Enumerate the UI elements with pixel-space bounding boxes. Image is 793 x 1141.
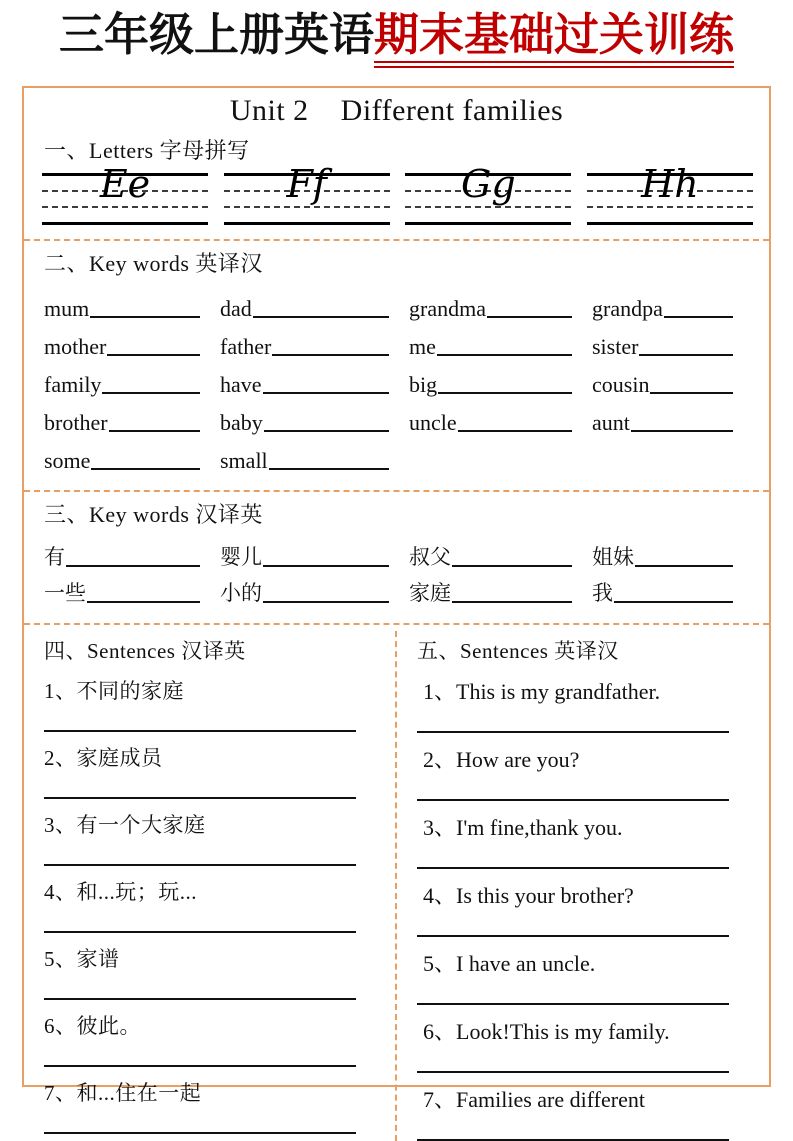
sentence-text: 3、有一个大家庭 (44, 813, 206, 837)
sentence-item (417, 879, 753, 937)
guide-letter-sample: Hh (641, 162, 699, 206)
key-word-cell (44, 436, 220, 474)
key-word-cell (409, 322, 592, 360)
key-word-label: 有 (44, 545, 65, 569)
sentence-item (44, 943, 379, 1000)
four-line-writing-guide (224, 162, 390, 225)
answer-blank (107, 354, 200, 356)
guide-dashed-line (405, 206, 571, 208)
key-word-label: family (44, 372, 102, 397)
answer-line (417, 799, 729, 801)
answer-blank (269, 468, 389, 470)
key-word-cell (44, 322, 220, 360)
section-sentences-en-column (397, 631, 769, 1141)
key-word-label: small (220, 448, 268, 473)
key-word-label: 小的 (220, 581, 262, 605)
answer-blank (91, 468, 200, 470)
sentence-text: 4、和...玩；玩... (44, 880, 197, 904)
section-sentences-en-heading: 五、Sentences 英译汉 (417, 639, 619, 663)
guide-bottom-line (587, 222, 753, 225)
guide-dashed-line (42, 206, 208, 208)
answer-line (417, 867, 729, 869)
key-word-label: baby (220, 410, 263, 435)
sentence-item (417, 947, 753, 1005)
sentence-item (44, 876, 379, 933)
key-word-label: me (409, 334, 436, 359)
key-word-label: 一些 (44, 581, 86, 605)
key-word-cell (220, 571, 409, 607)
answer-line (417, 731, 729, 733)
key-word-label: big (409, 372, 438, 397)
answer-blank (650, 392, 733, 394)
key-word-label: uncle (409, 410, 457, 435)
answer-line (44, 1132, 356, 1134)
key-word-cell (220, 322, 409, 360)
answer-blank (90, 316, 200, 318)
sentence-text: 2、家庭成员 (44, 746, 163, 770)
answer-line (44, 797, 356, 799)
sentence-text: 5、I have an uncle. (423, 951, 596, 976)
key-word-cell (220, 398, 409, 436)
answer-blank (487, 316, 572, 318)
sentence-item (417, 1015, 753, 1073)
key-word-cell (592, 535, 753, 571)
answer-line (44, 864, 356, 866)
sentence-item (44, 1077, 379, 1134)
key-word-cell (44, 284, 220, 322)
key-word-cell (220, 436, 409, 474)
key-word-label: some (44, 448, 91, 473)
key-word-cell (592, 322, 753, 360)
answer-line (417, 935, 729, 937)
key-word-cell (220, 360, 409, 398)
sentence-item (417, 743, 753, 801)
answer-blank (272, 354, 389, 356)
section-divider (24, 490, 769, 492)
answer-blank (263, 601, 389, 603)
sentence-text: 1、不同的家庭 (44, 679, 184, 703)
key-word-label: brother (44, 410, 108, 435)
key-word-cell (44, 571, 220, 607)
four-line-writing-guide (405, 162, 571, 225)
sentences-en-list (417, 675, 753, 1141)
answer-blank (452, 565, 572, 567)
key-word-cell (592, 398, 753, 436)
answer-blank (458, 430, 572, 432)
section-cn-to-en-heading: 三、Key words 汉译英 (44, 502, 263, 527)
guide-letter-sample: Gg (460, 162, 516, 206)
answer-line (44, 1065, 356, 1067)
key-word-cell (44, 398, 220, 436)
answer-blank (102, 392, 200, 394)
key-word-label: 婴儿 (220, 545, 262, 569)
sentence-text: 3、I'm fine,thank you. (423, 815, 623, 840)
answer-blank (263, 392, 389, 394)
answer-blank (614, 601, 733, 603)
key-word-cell (44, 360, 220, 398)
guide-bottom-line (405, 222, 571, 225)
key-word-cell (220, 284, 409, 322)
key-word-label: mum (44, 296, 90, 321)
answer-blank (263, 565, 389, 567)
key-word-label: cousin (592, 372, 650, 397)
sentence-item (417, 811, 753, 869)
sentence-text: 6、Look!This is my family. (423, 1019, 670, 1044)
guide-bottom-line (224, 222, 390, 225)
key-word-cell (220, 535, 409, 571)
section-sentences-cn-heading: 四、Sentences 汉译英 (44, 639, 246, 663)
key-word-cell (592, 360, 753, 398)
section-divider (24, 239, 769, 241)
sentence-item (44, 675, 379, 732)
sentence-item (417, 1083, 753, 1141)
sentences-cn-list (44, 675, 379, 1134)
key-word-cell (409, 398, 592, 436)
page-title (0, 8, 793, 62)
answer-blank (66, 565, 200, 567)
answer-blank (87, 601, 200, 603)
sentence-sections (24, 631, 769, 1141)
answer-line (44, 730, 356, 732)
sentence-text: 2、How are you? (423, 747, 580, 772)
guide-letter-sample: Ff (286, 162, 327, 206)
key-word-label: dad (220, 296, 252, 321)
key-words-en-grid (24, 282, 769, 482)
section-en-to-cn-heading: 二、Key words 英译汉 (44, 251, 263, 276)
sentence-text: 6、彼此。 (44, 1014, 141, 1038)
answer-blank (664, 316, 733, 318)
key-word-label: grandpa (592, 296, 663, 321)
guide-dashed-line (224, 206, 390, 208)
section-sentences-cn-column (24, 631, 397, 1141)
key-word-cell (409, 284, 592, 322)
answer-line (417, 1071, 729, 1073)
sentence-text: 1、This is my grandfather. (423, 679, 661, 704)
key-word-cell (592, 571, 753, 607)
answer-blank (635, 565, 733, 567)
key-word-label: father (220, 334, 272, 359)
sentence-text: 7、和...住在一起 (44, 1081, 202, 1105)
answer-blank (437, 354, 572, 356)
sentence-text: 5、家谱 (44, 947, 120, 971)
key-word-label: 我 (592, 581, 613, 605)
section-divider (24, 623, 769, 625)
page-title-black: 三年级上册英语 (58, 9, 374, 60)
unit-title: Unit 2 Different families (229, 94, 564, 127)
key-word-label: sister (592, 334, 639, 359)
sentence-item (44, 742, 379, 799)
sentence-text: 4、Is this your brother? (423, 883, 634, 908)
sentence-item (44, 809, 379, 866)
key-word-label: 叔父 (409, 545, 451, 569)
worksheet-sheet (22, 86, 771, 1112)
four-line-writing-guide (42, 162, 208, 225)
sentence-text: 7、Families are different (423, 1087, 645, 1112)
key-word-label: 姐妹 (592, 545, 634, 569)
key-word-cell (592, 284, 753, 322)
key-word-label: have (220, 372, 262, 397)
answer-line (417, 1003, 729, 1005)
answer-blank (109, 430, 200, 432)
key-words-cn-grid (24, 533, 769, 615)
key-word-label: mother (44, 334, 107, 359)
guide-bottom-line (42, 222, 208, 225)
answer-blank (438, 392, 572, 394)
answer-blank (253, 316, 389, 318)
key-word-label: 家庭 (409, 581, 451, 605)
sentence-item (44, 1010, 379, 1067)
guide-letter-sample: Ee (99, 162, 151, 206)
answer-line (44, 998, 356, 1000)
sentence-item (417, 675, 753, 733)
guide-dashed-line (587, 206, 753, 208)
page-title-red-underlined: 期末基础过关训练 (374, 9, 734, 68)
key-word-cell (409, 571, 592, 607)
section-letters-heading: 一、Letters 字母拼写 (44, 138, 250, 163)
key-word-label: aunt (592, 410, 630, 435)
key-word-label: grandma (409, 296, 486, 321)
key-word-cell (409, 360, 592, 398)
answer-blank (631, 430, 733, 432)
key-word-cell (409, 535, 592, 571)
four-line-writing-guide (587, 162, 753, 225)
answer-blank (452, 601, 572, 603)
answer-blank (264, 430, 389, 432)
answer-line (44, 931, 356, 933)
answer-blank (639, 354, 733, 356)
key-word-cell (44, 535, 220, 571)
letter-writing-guides (24, 162, 769, 231)
